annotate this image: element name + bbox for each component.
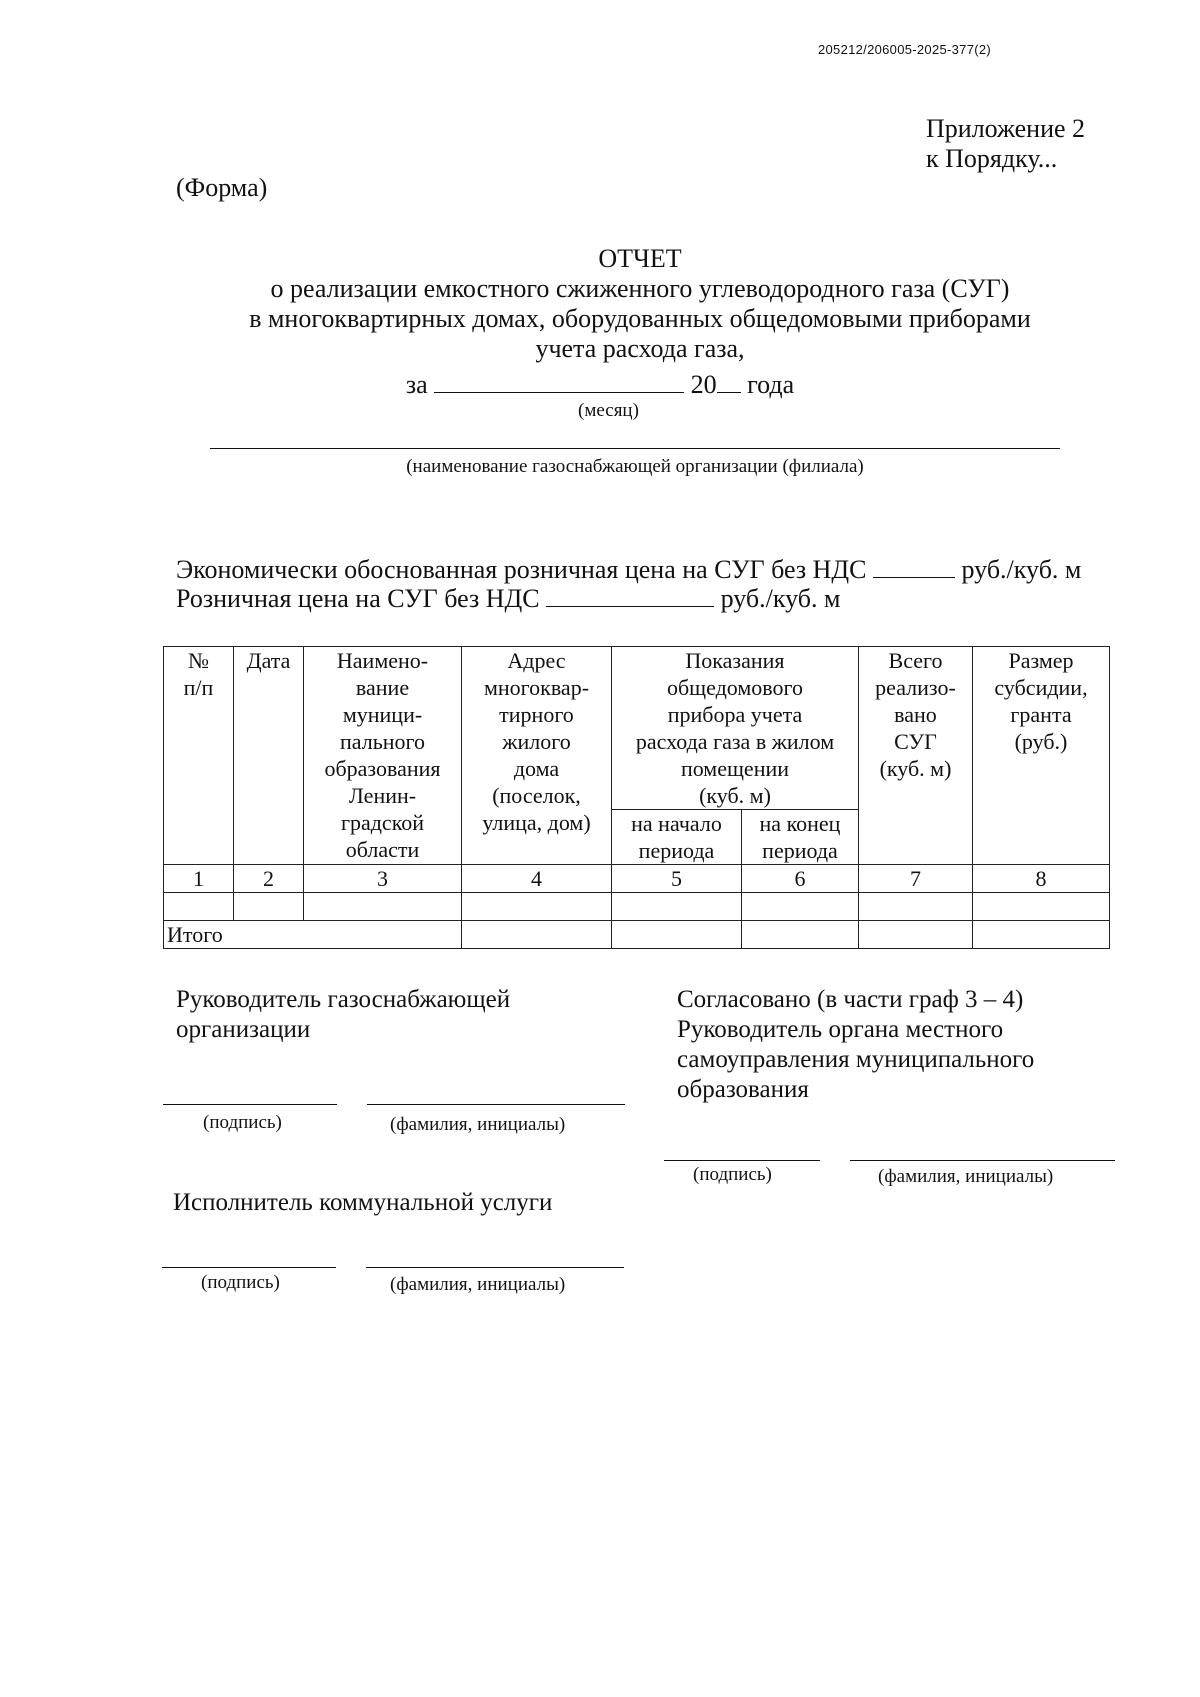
table-cell[interactable] <box>612 893 742 921</box>
column-number: 4 <box>462 865 612 893</box>
year-blank[interactable] <box>717 370 741 393</box>
signature-caption: (подпись) <box>201 1272 280 1293</box>
report-table <box>163 646 1110 949</box>
title-line-1: о реализации емкостного сжиженного углеводородного газа (СУГ) <box>270 274 1010 303</box>
table-cell[interactable] <box>462 921 612 949</box>
column-number: 3 <box>304 865 462 893</box>
header-municipality <box>304 647 462 865</box>
table-cell[interactable] <box>462 893 612 921</box>
supplier-head-line-2: организации <box>176 1016 311 1043</box>
month-blank[interactable] <box>434 370 684 393</box>
header-readings-line: (куб. м) <box>699 783 771 808</box>
name-caption: (фамилия, инициалы) <box>390 1274 566 1295</box>
table-cell[interactable] <box>612 921 742 949</box>
total-label: Итого <box>164 921 462 949</box>
organization-caption: (наименование газоснабжающей организации (филиала) <box>406 456 864 477</box>
header-address-line: тирного <box>499 702 574 727</box>
economic-price-row <box>176 555 1081 585</box>
header-total-line: СУГ <box>894 729 937 754</box>
approval-line-1: Согласовано (в части граф 3 – 4) <box>677 986 1024 1013</box>
column-number: 5 <box>612 865 742 893</box>
appendix-note <box>926 114 1085 174</box>
supplier-head-line-1: Руководитель газоснабжающей <box>176 986 511 1013</box>
header-municipality-line: области <box>345 837 420 862</box>
header-municipality-line: пального <box>340 729 425 754</box>
executor-name-line[interactable] <box>366 1267 624 1268</box>
form-label: (Форма) <box>176 173 268 202</box>
table-cell[interactable] <box>742 893 859 921</box>
header-subsidy-line: (руб.) <box>1014 729 1068 754</box>
supplier-head-label <box>176 985 510 1045</box>
header-total-line: Всего <box>888 648 943 673</box>
title-heading: ОТЧЕТ <box>598 244 682 273</box>
header-total-line: (куб. м) <box>879 756 952 781</box>
header-municipality-line: Ленин- <box>348 783 417 808</box>
header-address-line: дома <box>513 756 560 781</box>
header-municipality-line: образования <box>324 756 441 781</box>
header-total-line: реализо- <box>875 675 956 700</box>
header-municipality-line: вание <box>355 675 410 700</box>
retail-price-blank[interactable] <box>546 584 714 607</box>
name-caption: (фамилия, инициалы) <box>390 1114 566 1135</box>
table-header-row <box>164 647 1110 810</box>
approval-signature-line[interactable] <box>664 1160 820 1161</box>
executor-signature-line[interactable] <box>162 1267 336 1268</box>
header-start <box>612 810 742 865</box>
year-prefix: 20 <box>690 370 717 399</box>
header-address-line: улица, дом) <box>482 810 591 835</box>
table-cell[interactable] <box>234 893 304 921</box>
retail-price-unit: руб./куб. м <box>720 584 841 613</box>
retail-price-row <box>176 584 840 614</box>
approval-line-2: Руководитель органа местного <box>677 1016 1004 1043</box>
header-readings-line: расхода газа в жилом <box>635 729 835 754</box>
report-title <box>200 244 1080 364</box>
header-subsidy-line: субсидии, <box>994 675 1088 700</box>
table-cell[interactable] <box>742 921 859 949</box>
header-num-line: п/п <box>183 675 214 700</box>
header-address-line: жилого <box>502 729 571 754</box>
supplier-signature-line[interactable] <box>163 1104 337 1105</box>
retail-price-label: Розничная цена на СУГ без НДС <box>176 584 540 613</box>
month-caption: (месяц) <box>578 400 639 421</box>
header-date: Дата <box>234 647 304 865</box>
executor-label: Исполнитель коммунальной услуги <box>173 1189 553 1216</box>
header-readings-line: помещении <box>680 756 790 781</box>
column-number: 7 <box>859 865 973 893</box>
column-number: 8 <box>973 865 1110 893</box>
header-subsidy-line: Размер <box>1008 648 1074 673</box>
header-num <box>164 647 234 865</box>
approval-line-4: образования <box>677 1076 809 1103</box>
table-cell[interactable] <box>304 893 462 921</box>
appendix-line-1: Приложение 2 <box>926 114 1086 143</box>
table-cell[interactable] <box>859 893 973 921</box>
title-line-3: учета расхода газа, <box>535 334 745 363</box>
header-end <box>742 810 859 865</box>
table-cell[interactable] <box>164 893 234 921</box>
header-end-line: периода <box>762 838 838 863</box>
appendix-line-2: к Порядку... <box>926 144 1058 173</box>
header-total <box>859 647 973 865</box>
header-municipality-line: Наимено- <box>336 648 429 673</box>
header-readings-line: прибора учета <box>667 702 803 727</box>
header-address <box>462 647 612 865</box>
header-start-line: периода <box>638 838 715 863</box>
header-num-line: № <box>188 648 209 673</box>
table-cell[interactable] <box>859 921 973 949</box>
document-id: 205212/206005-2025-377(2) <box>818 42 992 57</box>
year-suffix: года <box>747 370 795 399</box>
economic-price-blank[interactable] <box>873 555 955 578</box>
table-cell[interactable] <box>973 893 1110 921</box>
approval-line-3: самоуправления муниципального <box>677 1046 1035 1073</box>
report-period <box>0 370 1200 400</box>
header-start-line: на начало <box>631 811 722 836</box>
supplier-name-line[interactable] <box>367 1104 625 1105</box>
column-number: 1 <box>164 865 234 893</box>
header-address-line: Адрес <box>507 648 566 673</box>
approval-name-line[interactable] <box>850 1160 1115 1161</box>
header-readings-line: Показания <box>685 648 785 673</box>
column-number: 2 <box>234 865 304 893</box>
header-municipality-line: муници- <box>342 702 423 727</box>
title-line-2: в многоквартирных домах, оборудованных общедомовыми приборами <box>249 304 1031 333</box>
header-address-line: многоквар- <box>483 675 590 700</box>
signature-caption: (подпись) <box>693 1164 772 1185</box>
header-address-line: (поселок, <box>492 783 581 808</box>
header-subsidy <box>973 647 1110 865</box>
name-caption: (фамилия, инициалы) <box>878 1166 1054 1187</box>
header-municipality-line: градской <box>340 810 425 835</box>
economic-price-label: Экономически обоснованная розничная цена на СУГ без НДС <box>176 555 867 584</box>
table-row <box>164 893 1110 921</box>
header-subsidy-line: гранта <box>1010 702 1072 727</box>
table-cell[interactable] <box>973 921 1110 949</box>
approval-block <box>677 985 1034 1105</box>
header-total-line: вано <box>894 702 937 727</box>
column-number-row <box>164 865 1110 893</box>
organization-name-line[interactable] <box>210 448 1060 449</box>
header-end-line: на конец <box>759 811 841 836</box>
header-readings <box>612 647 859 810</box>
total-row <box>164 921 1110 949</box>
column-number: 6 <box>742 865 859 893</box>
period-prefix: за <box>405 370 428 399</box>
economic-price-unit: руб./куб. м <box>961 555 1082 584</box>
signature-caption: (подпись) <box>203 1112 282 1133</box>
header-readings-line: общедомового <box>666 675 804 700</box>
